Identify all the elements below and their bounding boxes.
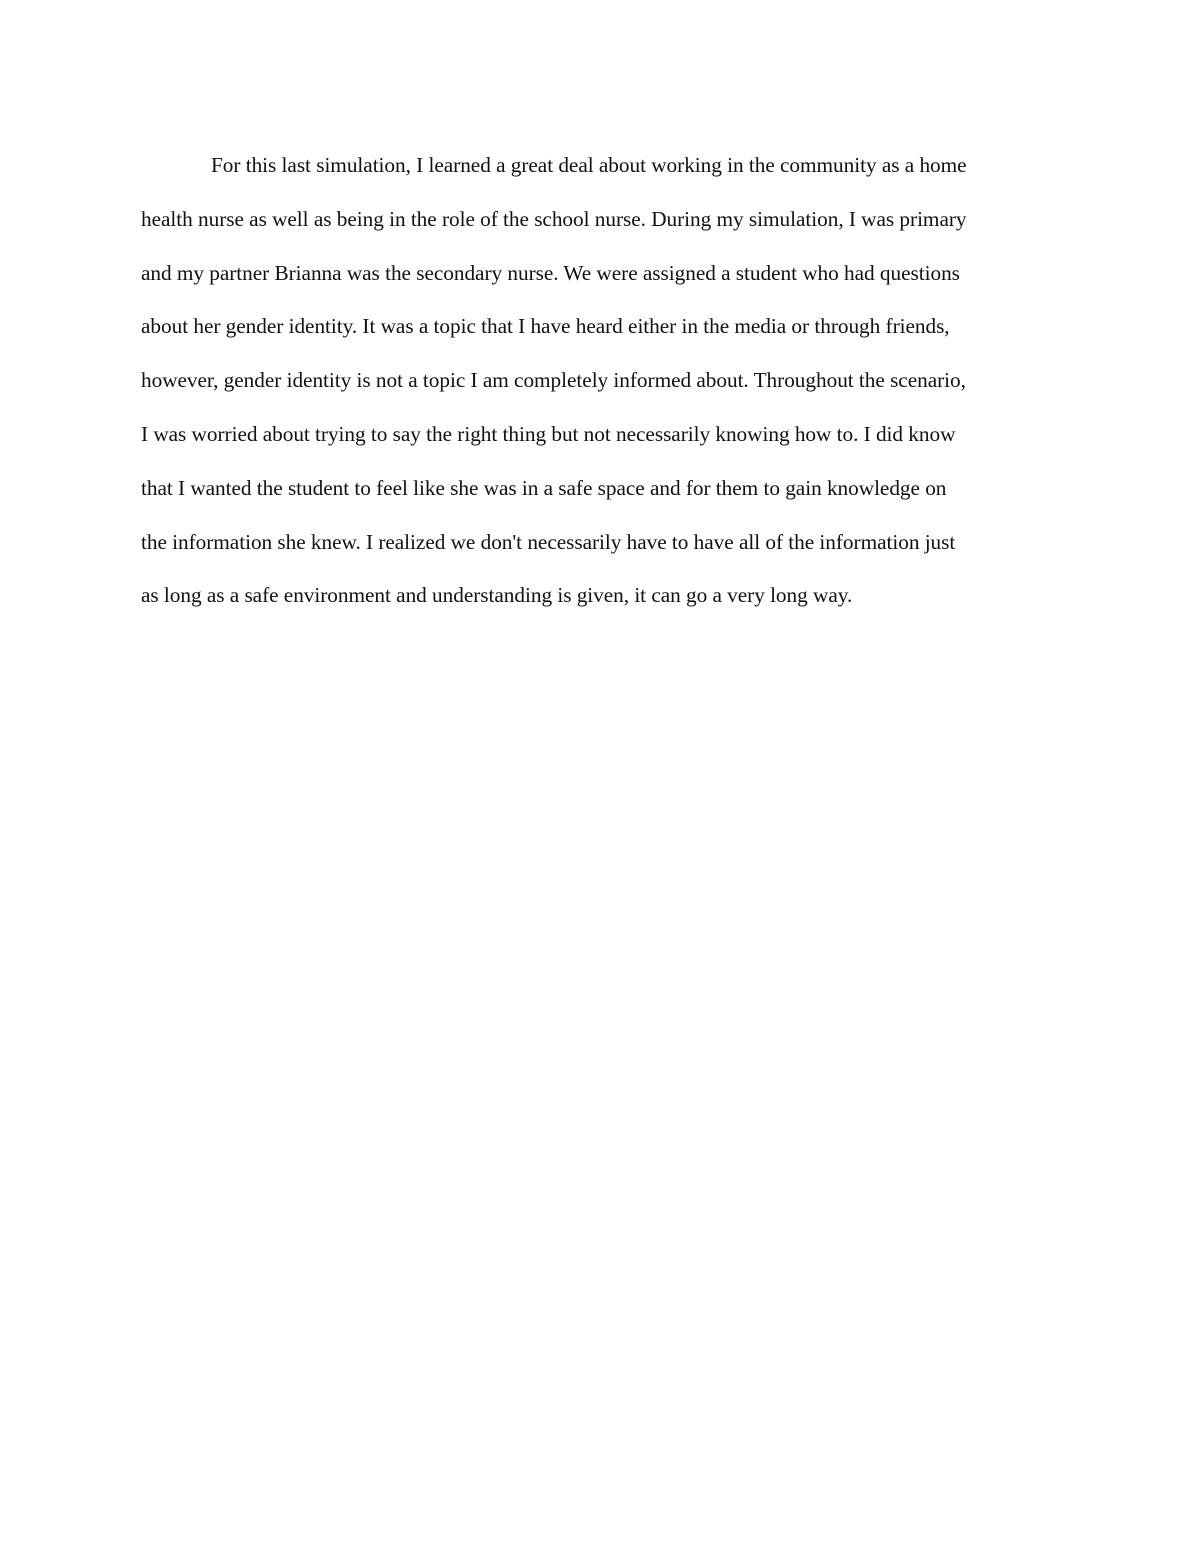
reflection-paragraph [141,139,1081,623]
paragraph-line-4: about her gender identity. It was a topic that I have heard either in the media or through friends, [141,314,950,339]
paragraph-line-2: health nurse as well as being in the role of the school nurse. During my simulation, I was primary [141,206,967,231]
paragraph-line-3: and my partner Brianna was the secondary nurse. We were assigned a student who had questions [141,260,960,285]
paragraph-line-8: the information she knew. I realized we don't necessarily have to have all of the information just [141,529,956,554]
paragraph-line-7: that I wanted the student to feel like she was in a safe space and for them to gain knowledge on [141,475,947,500]
paragraph-line-5: however, gender identity is not a topic I am completely informed about. Throughout the scenario, [141,368,966,393]
paragraph-line-1: For this last simulation, I learned a great deal about working in the community as a home [211,153,967,177]
paragraph-line-9: as long as a safe environment and understanding is given, it can go a very long way. [141,583,853,608]
paragraph-line-6: I was worried about trying to say the right thing but not necessarily knowing how to. I did know [141,421,956,446]
